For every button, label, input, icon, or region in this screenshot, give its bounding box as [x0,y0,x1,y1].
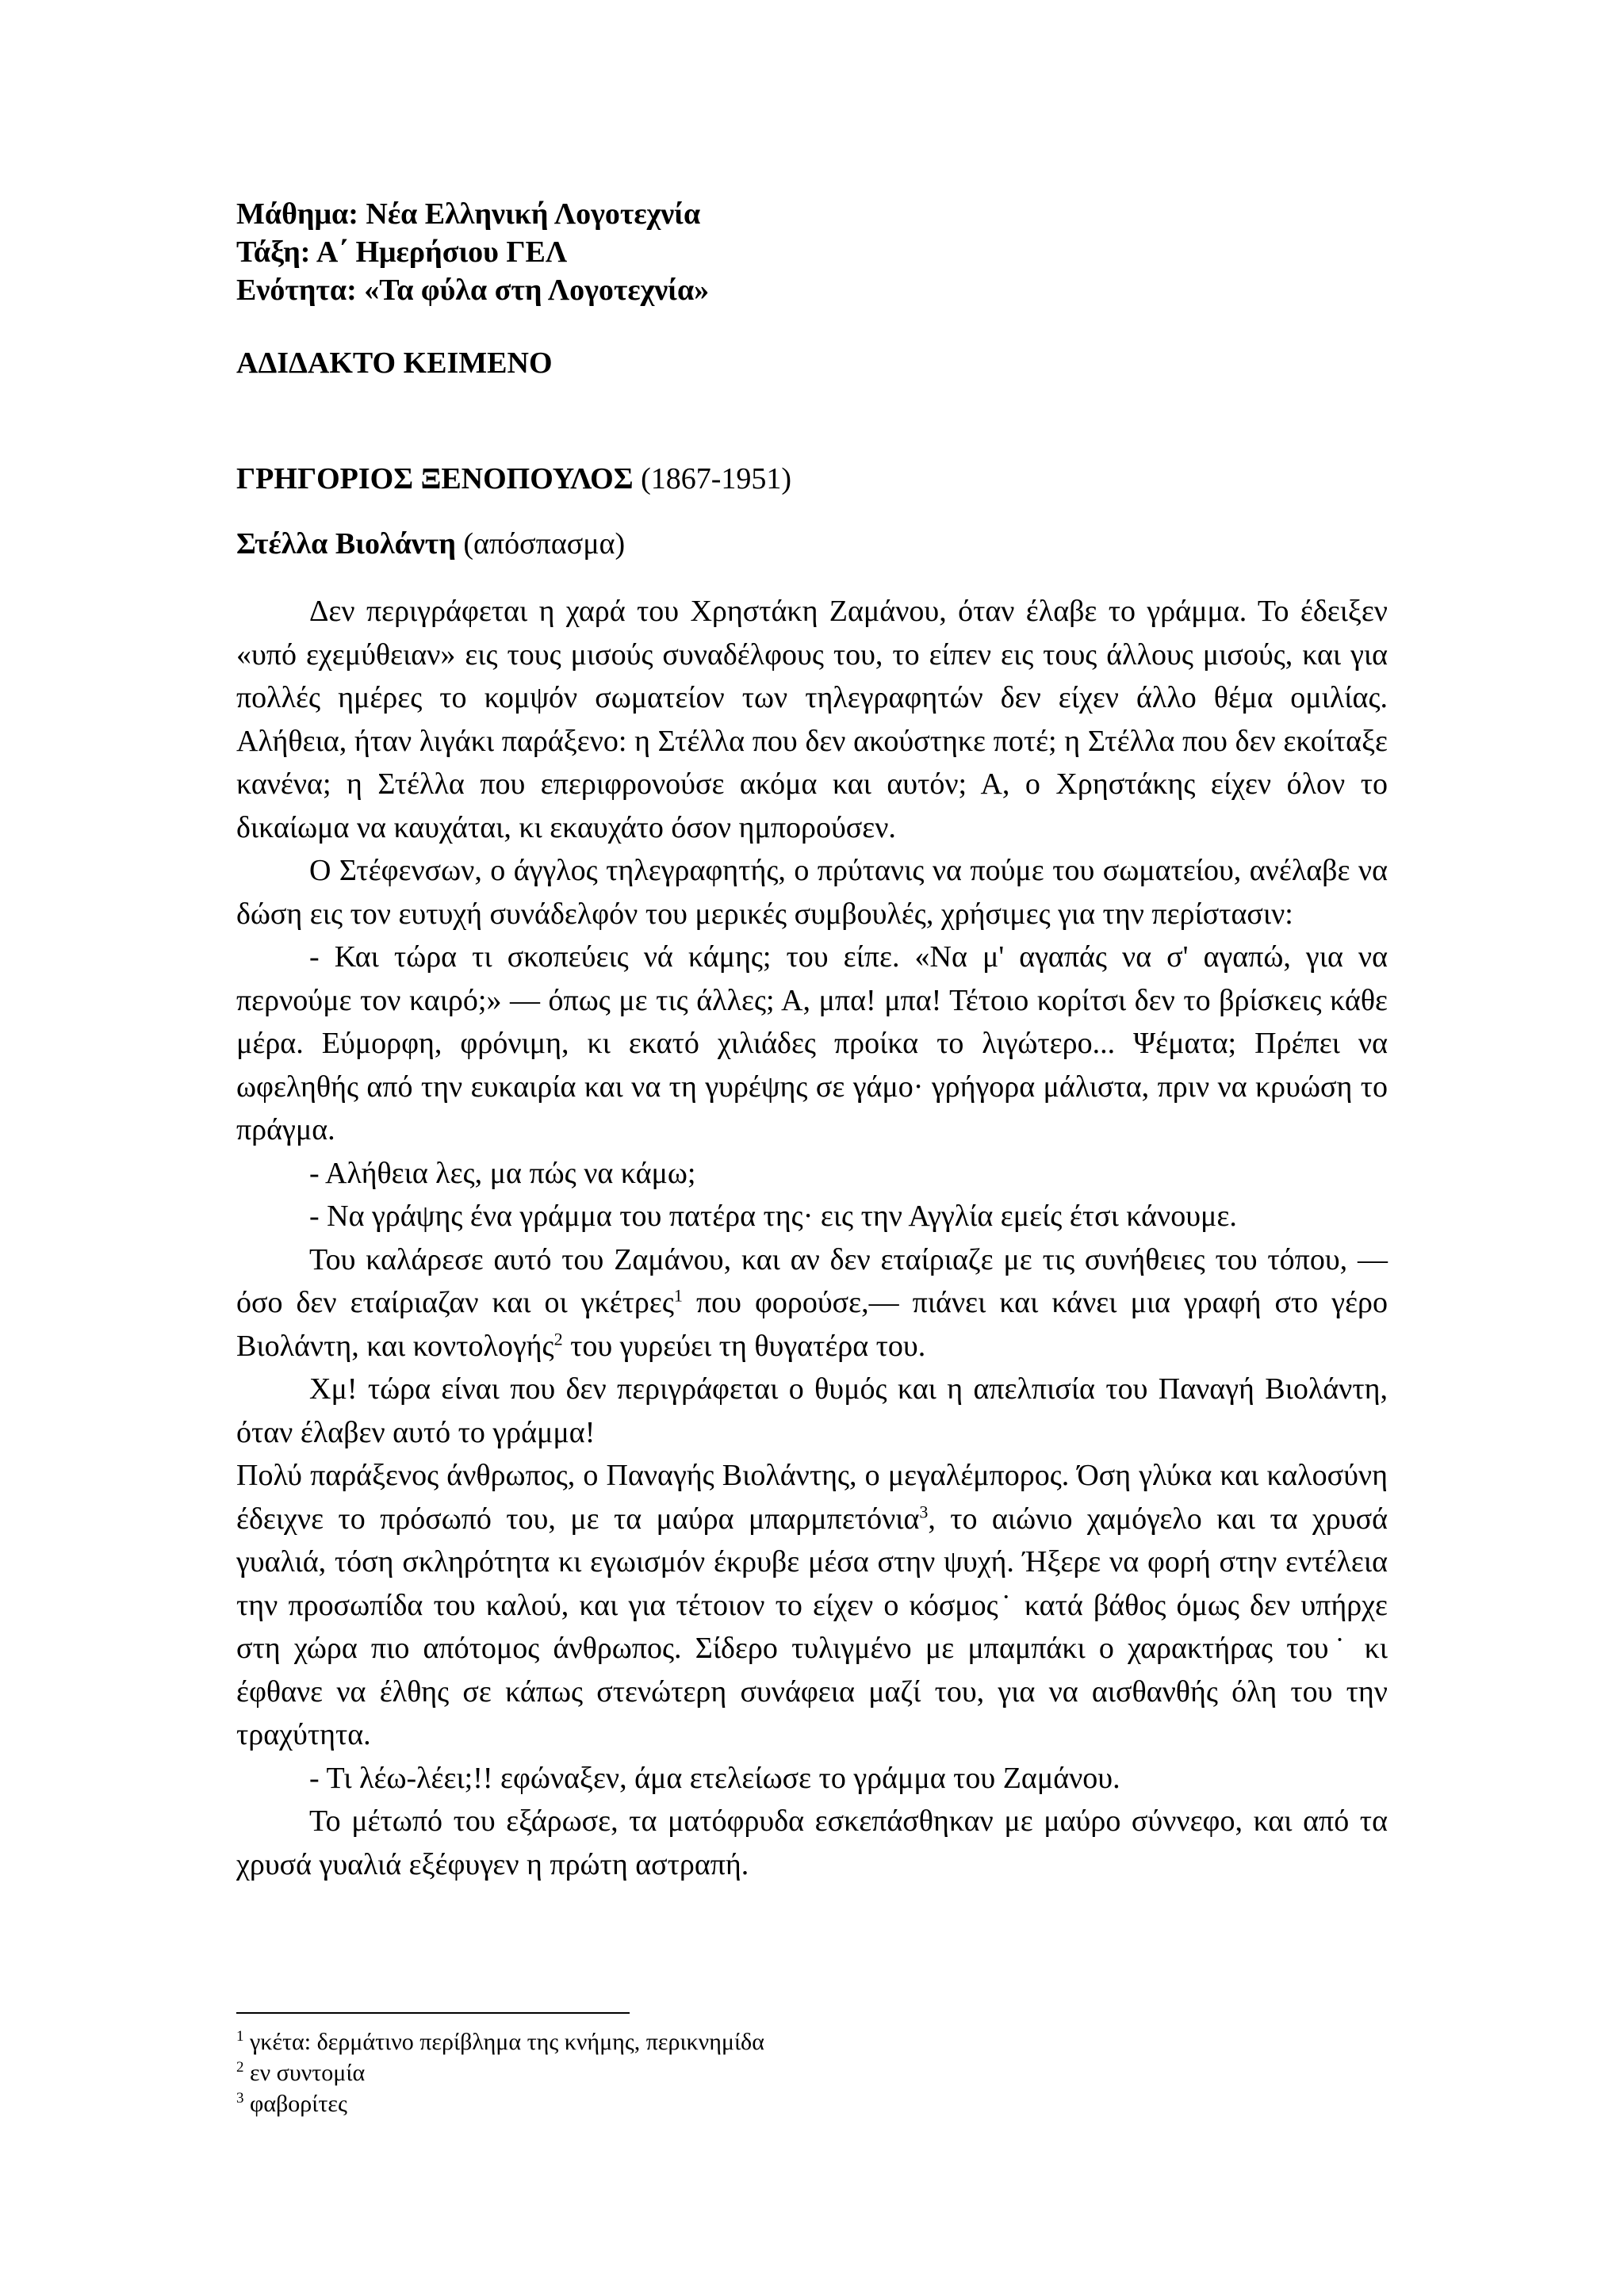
footnote-ref: 1 [673,1285,683,1306]
footnote [236,2057,764,2088]
paragraph: Το μέτωπό του εξάρωσε, τα ματόφρυδα εσκεπάσθηκαν με μαύρο σύννεφο, και από τα χρυσά γυαλιά εξέφυγεν η πρώτη αστραπή. [236,1804,1388,1881]
footnote-divider [236,2012,630,2014]
author-name: ΓΡΗΓΟΡΙΟΣ ΞΕΝΟΠΟΥΛΟΣ [236,462,634,496]
footnote-text: εν συντομία [250,2060,366,2086]
dialogue-line: - Τι λέω-λέει;!! εφώναξεν, άμα ετελείωσε το γράμμα του Ζαμάνου. [309,1761,1120,1795]
paragraph-text: που φορούσε,— πιάνει και κάνει μια γραφή στο γέρο Βιολάντη, και κοντολογής [236,1286,1388,1363]
paragraph: Δεν περιγράφεται η χαρά του Χρηστάκη Ζαμάνου, όταν έλαβε το γράμμα. Το έδειξεν «υπό εχεμύθειαν» εις τους μισούς συναδέλφους του, το είπεν εις τους άλλους μισούς, και για πολλές ημέρες το κομψόν σωματείον των τηλεγραφητών δεν είχεν άλλο θέμα ομιλίας. Αλήθεια, ήταν λιγάκι παράξενο: η Στέλλα που δεν ακούστηκε ποτέ; η Στέλλα που δεν εκοίταξε κανένα; η Στέλλα που επεριφρονούσε ακόμα και αυτόν; Α, ο Χρηστάκης είχεν όλον το δικαίωμα να καυχάται, κι εκαυχάτο όσον ημπορούσεν. [236,595,1388,844]
paragraph-text: του γυρεύει τη θυγατέρα του. [562,1329,926,1363]
unit-line: Ενότητα: «Τα φύλα στη Λογοτεχνία» [236,274,710,307]
dialogue-line: - Να γράψης ένα γράμμα του πατέρα της· εις την Αγγλία εμείς έτσι κάνουμε. [309,1200,1237,1233]
footnote-number: 2 [236,2059,244,2076]
paragraph [236,1238,1388,1368]
subject-line: Μάθημα: Νέα Ελληνική Λογοτεχνία [236,197,701,231]
author-years: (1867-1951) [641,462,792,496]
dialogue-paragraph: - Και τώρα τι σκοπεύεις νά κάμης; του είπε. «Να μ' αγαπάς να σ' αγαπώ, για να περνούμε τον καιρό;» — όπως με τις άλλες; Α, μπα! μπα! Τέτοιο κορίτσι δεν το βρίσκεις κάθε μέρα. Εύμορφη, φρόνιμη, κι εκατό χιλιάδες προίκα το λιγώτερο... Ψέματα; Πρέπει να ωφεληθής από την ευκαιρία και να τη γυρέψης σε γάμο· γρήγορα μάλιστα, πριν να κρυώση το πράγμα. [236,940,1388,1146]
course-header [236,195,709,309]
text-body [236,590,1388,1886]
paragraph-text: Του καλάρεσε αυτό του Ζαμάνου, και αν δεν εταίριαζε με τις συνήθειες του τόπου, —όσο δεν εταίριαζαν και οι γκέτρες [236,1242,1388,1319]
dialogue-line: - Αλήθεια λες, μα πώς να κάμω; [309,1156,696,1190]
work-note: (απόσπασμα) [463,527,626,561]
work-title: Στέλλα Βιολάντη [236,527,456,561]
paragraph: Χμ! τώρα είναι που δεν περιγράφεται ο θυμός και η απελπισία του Παναγή Βιολάντη, όταν έλαβεν αυτό το γράμμα! [236,1372,1388,1449]
section-label: ΑΔΙΔΑΚΤΟ ΚΕΙΜΕΝΟ [236,346,553,380]
footnote [236,2088,764,2119]
paragraph [236,1454,1388,1757]
class-line: Τάξη: Α΄ Ημερήσιου ΓΕΛ [236,235,568,269]
paragraph-text: Πολύ παράξενος άνθρωπος, ο Παναγής Βιολάντης, ο μεγαλέμπορος. Όση γλύκα και καλοσύνη έδειχνε το πρόσωπό του, με τα μαύρα μπαρμπετόνια [236,1459,1388,1536]
footnote-ref: 3 [919,1501,929,1521]
footnote-ref: 2 [553,1328,563,1349]
paragraph: Ο Στέφενσων, ο άγγλος τηλεγραφητής, ο πρύτανις να πούμε του σωματείου, ανέλαβε να δώση εις τον ευτυχή συνάδελφόν του μερικές συμβουλές, χρήσιμες για την περίστασιν: [236,854,1388,931]
footnote [236,2026,764,2057]
footnote-number: 1 [236,2028,244,2045]
footnotes [236,2026,764,2119]
paragraph-text: , το αιώνιο χαμόγελο και τα χρυσά γυαλιά, τόση σκληρότητα κι εγωισμόν έκρυβε μέσα στην ψυχή. Ήξερε να φορή στην εντέλεια την προσωπίδα του καλού, και για τέτοιον το είχεν ο κόσμος˙ κατά βάθος όμως δεν υπήρχε στη χώρα πιο απότομος άνθρωπος. Σίδερο τυλιγμένο με μπαμπάκι ο χαρακτήρας του˙ κι έφθανε να έλθης σε κάπως στενώτερη συνάφεια μαζί του, για να αισθανθής όλη του την τραχύτητα. [236,1502,1388,1751]
footnote-text: φαβορίτες [250,2091,347,2117]
author-heading [236,461,791,496]
footnote-text: γκέτα: δερμάτινο περίβλημα της κνήμης, περικνημίδα [250,2029,764,2055]
footnote-number: 3 [236,2090,244,2107]
work-heading [236,526,625,561]
